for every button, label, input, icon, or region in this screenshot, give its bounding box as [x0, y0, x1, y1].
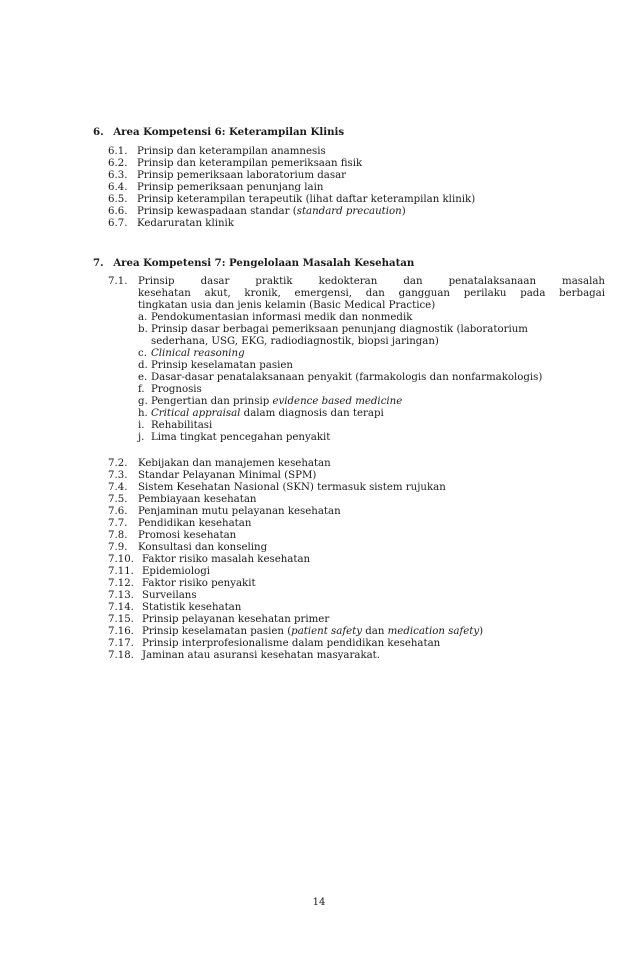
item-text [137, 206, 406, 218]
item-number: 7.15. [108, 614, 134, 625]
item-letter: i. [138, 420, 145, 431]
sub-item-text [151, 432, 330, 444]
item-number: 7.17. [108, 638, 134, 649]
item-letter: e. [138, 372, 148, 383]
sub-item-text [151, 396, 402, 408]
sub-item-text [151, 408, 384, 420]
item-number: 7.12. [108, 578, 134, 589]
list-item [108, 602, 588, 614]
list-item [108, 458, 588, 470]
list-item [108, 482, 588, 494]
item-text-part: Pendidikan kesehatan [138, 518, 252, 529]
list-item [108, 542, 588, 554]
item-text-part: Faktor risiko penyakit [142, 578, 256, 589]
sub-list-item [138, 432, 598, 444]
list-item [108, 470, 588, 482]
item-text-part: sederhana, USG, EKG, radiodiagnostik, biopsi jaringan) [151, 336, 439, 347]
sub-list-item [138, 324, 598, 336]
item-text-part: Faktor risiko masalah kesehatan [142, 554, 311, 565]
list-item [108, 566, 588, 578]
item-text-part: Prinsip pemeriksaan laboratorium dasar [137, 170, 347, 181]
sub-list-item [138, 420, 598, 432]
item-letter: d. [138, 360, 148, 371]
item-text-part: Dasar-dasar penatalaksanaan penyakit (farmakologis dan nonfarmakologis) [151, 372, 543, 383]
section-6-heading [93, 126, 344, 138]
item-text-part: Standar Pelayanan Minimal (SPM) [138, 470, 317, 481]
item-text [142, 566, 210, 578]
item-letter: g. [138, 396, 148, 407]
item-letter: a. [138, 312, 148, 323]
item-text-part: Prinsip kewaspadaan standar ( [137, 206, 297, 217]
list-item [108, 494, 588, 506]
item-text-part: Pembiayaan kesehatan [138, 494, 257, 505]
list-item [108, 182, 588, 194]
item-text-part: Surveilans [142, 590, 197, 601]
item-number: 7.11. [108, 566, 134, 577]
item-text-part: ) [479, 626, 484, 637]
item-text-part: Pendokumentasian informasi medik dan nonmedik [151, 312, 413, 323]
list-item [108, 614, 588, 626]
sub-list-item [138, 312, 598, 324]
item-number: 7.3. [108, 470, 128, 481]
item-text [138, 470, 316, 482]
item-text [142, 638, 440, 650]
item-number: 6.5. [108, 194, 128, 205]
sub-list-item [138, 348, 598, 360]
section-7-title: Area Kompetensi 7: Pengelolaan Masalah Kesehatan [113, 257, 415, 269]
sub-list-item [138, 360, 598, 372]
item-7-1 [108, 276, 608, 312]
section-6-list [108, 146, 588, 230]
list-item [108, 146, 588, 158]
item-text-part: Kebijakan dan manajemen kesehatan [138, 458, 331, 469]
item-number: 7.13. [108, 590, 134, 601]
item-letter: f. [138, 384, 145, 395]
item-number: 7.7. [108, 518, 128, 529]
list-item [108, 626, 588, 638]
item-text-italic: evidence based medicine [272, 396, 403, 407]
item-text [138, 506, 341, 518]
list-item [108, 578, 588, 590]
item-text-part: Prognosis [151, 384, 202, 395]
item-letter: j. [138, 432, 145, 443]
item-number: 7.4. [108, 482, 128, 493]
item-text-part: Kedaruratan klinik [137, 218, 234, 229]
item-number: 7.9. [108, 542, 128, 553]
item-7-1-line-3: tingkatan usia dan jenis kelamin (Basic Medical Practice) [138, 300, 436, 311]
item-7-1-sublist [138, 312, 598, 444]
item-text-part: Jaminan atau asuransi kesehatan masyarakat. [142, 650, 381, 661]
section-6-number: 6. [93, 126, 104, 138]
sub-list-item [138, 396, 598, 408]
item-text [137, 182, 323, 194]
item-text-part: Prinsip dan keterampilan anamnesis [137, 146, 326, 157]
item-number: 7.10. [108, 554, 134, 565]
item-text-part: Rehabilitasi [151, 420, 213, 431]
list-item [108, 206, 588, 218]
item-number: 7.16. [108, 626, 134, 637]
list-item [108, 638, 588, 650]
sub-list-item [138, 372, 598, 384]
item-text-italic: Critical appraisal [151, 408, 241, 419]
list-item [108, 194, 588, 206]
item-number: 6.6. [108, 206, 128, 217]
item-text-part: dan [362, 626, 388, 637]
item-number: 6.4. [108, 182, 128, 193]
item-number: 6.2. [108, 158, 128, 169]
item-number: 7.6. [108, 506, 128, 517]
sub-list-item [138, 384, 598, 396]
item-text [138, 518, 251, 530]
item-text [137, 170, 346, 182]
item-7-1-text [138, 276, 605, 312]
list-item [108, 554, 588, 566]
item-text [142, 554, 310, 566]
item-number: 7.18. [108, 650, 134, 661]
sub-item-text [151, 348, 245, 360]
item-text [138, 458, 331, 470]
item-letter: c. [138, 348, 147, 359]
item-text-part: dalam diagnosis dan terapi [240, 408, 384, 419]
item-number: 7.1. [108, 276, 128, 287]
item-text-part: Prinsip dan keterampilan pemeriksaan fisik [137, 158, 363, 169]
item-letter: h. [138, 408, 148, 419]
item-text [142, 614, 329, 626]
item-text-part: Epidemiologi [142, 566, 210, 577]
item-text [138, 494, 256, 506]
item-text [137, 146, 326, 158]
item-text-part: Konsultasi dan konseling [138, 542, 268, 553]
item-letter: b. [138, 324, 148, 335]
item-text-part: Promosi kesehatan [138, 530, 237, 541]
section-6-title: Area Kompetensi 6: Keterampilan Klinis [113, 126, 345, 138]
sub-item-text [151, 324, 528, 336]
item-7-1-line-2: kesehatan akut, kronik, emergensi, dan gangguan perilaku pada berbagai [138, 288, 605, 299]
item-number: 7.14. [108, 602, 134, 613]
item-text-part: Prinsip keselamatan pasien ( [142, 626, 292, 637]
item-text-part: Prinsip pemeriksaan penunjang lain [137, 182, 324, 193]
list-item [108, 218, 588, 230]
list-item [108, 650, 588, 662]
item-text [137, 218, 234, 230]
item-number: 6.1. [108, 146, 128, 157]
sub-item-text [151, 312, 412, 324]
section-7-list [108, 458, 588, 662]
item-text [138, 542, 267, 554]
item-text-italic: medication safety [387, 626, 480, 637]
section-7-heading [93, 257, 414, 269]
item-text-part: Prinsip dasar berbagai pemeriksaan penunjang diagnostik (laboratorium [151, 324, 528, 335]
item-text-italic: patient safety [291, 626, 362, 637]
item-text [137, 194, 475, 206]
item-text-part: Penjaminan mutu pelayanan kesehatan [138, 506, 341, 517]
item-text-part: Prinsip pelayanan kesehatan primer [142, 614, 330, 625]
item-text [142, 626, 483, 638]
item-text-part: Pengertian dan prinsip [151, 396, 273, 407]
sub-item-text [151, 420, 212, 432]
item-text [142, 578, 256, 590]
list-item [108, 158, 588, 170]
item-text [142, 602, 241, 614]
item-number: 7.8. [108, 530, 128, 541]
sub-item-text [151, 336, 439, 348]
page-number: 14 [312, 897, 326, 908]
item-number: 6.7. [108, 218, 128, 229]
list-item [108, 518, 588, 530]
item-text-italic: Clinical reasoning [151, 348, 245, 359]
item-text-part: Prinsip keselamatan pasien [151, 360, 293, 371]
sub-item-text [151, 360, 293, 372]
item-text [138, 530, 236, 542]
list-item [108, 590, 588, 602]
item-text-part: Statistik kesehatan [142, 602, 242, 613]
item-text-italic: standard precaution [296, 206, 402, 217]
item-number: 7.5. [108, 494, 128, 505]
item-text-part: Prinsip keterampilan terapeutik (lihat daftar keterampilan klinik) [137, 194, 476, 205]
sub-list-item [138, 408, 598, 420]
item-text [142, 590, 197, 602]
item-text-part: Sistem Kesehatan Nasional (SKN) termasuk sistem rujukan [138, 482, 446, 493]
item-text-part: Lima tingkat pencegahan penyakit [151, 432, 331, 443]
item-text-part: ) [401, 206, 406, 217]
list-item [108, 530, 588, 542]
sub-item-text [151, 372, 542, 384]
item-text-part: Prinsip interprofesionalisme dalam pendidikan kesehatan [142, 638, 441, 649]
item-text [137, 158, 362, 170]
sub-item-text [151, 384, 202, 396]
list-item [108, 170, 588, 182]
item-text [138, 482, 446, 494]
list-item [108, 506, 588, 518]
item-7-1-line-1: Prinsip dasar praktik kedokteran dan penatalaksanaan masalah [138, 276, 605, 287]
section-7-number: 7. [93, 257, 104, 269]
item-text [142, 650, 380, 662]
item-number: 7.2. [108, 458, 128, 469]
item-number: 6.3. [108, 170, 128, 181]
sub-list-item-continuation [138, 336, 598, 348]
